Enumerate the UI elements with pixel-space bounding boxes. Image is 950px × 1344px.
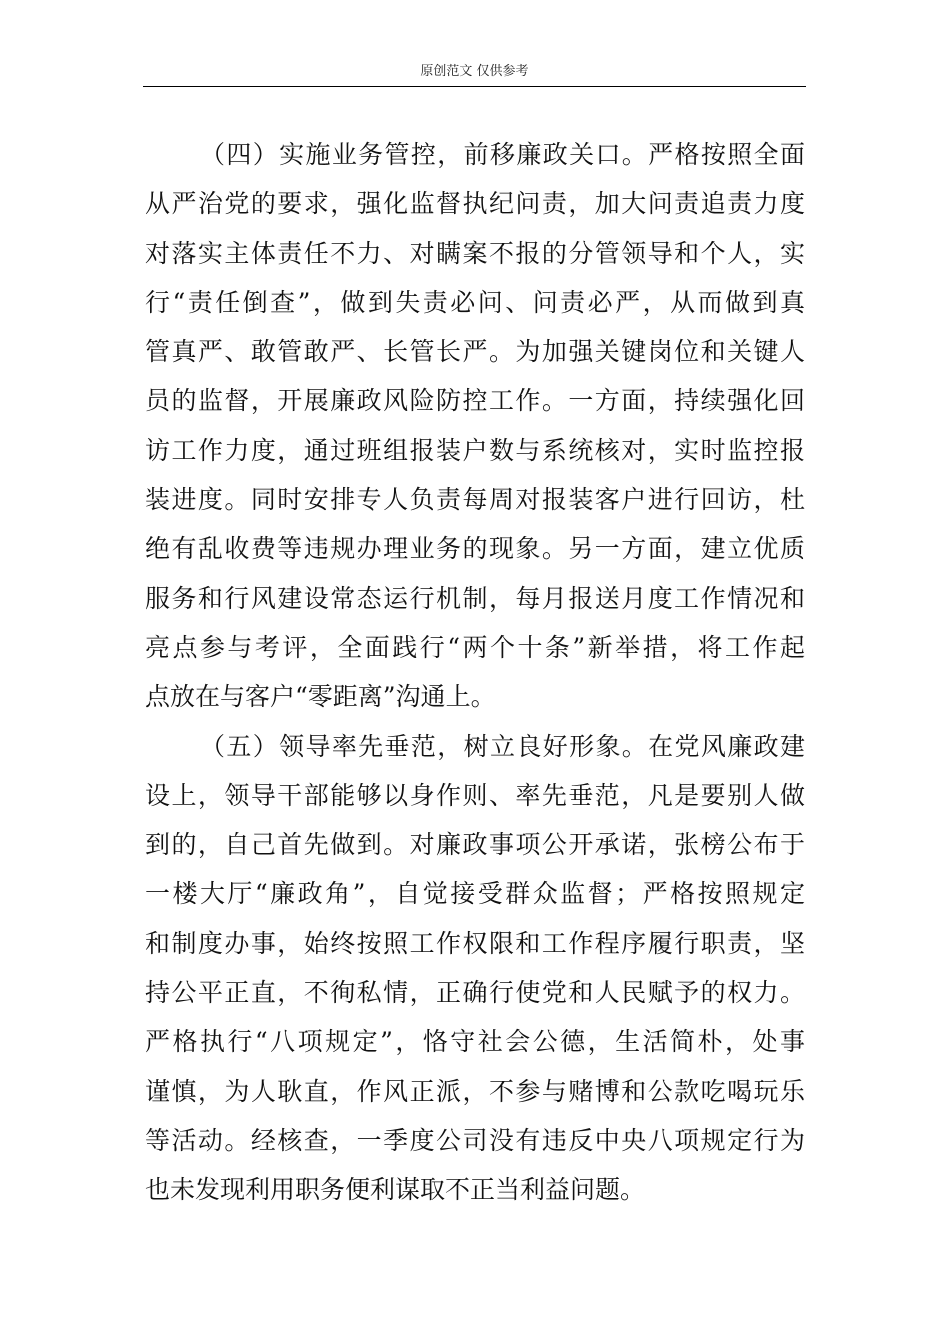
paragraph-5 bbox=[145, 722, 805, 1215]
paragraph-line: （五）领导率先垂范，树立良好形象。在党风廉政建 bbox=[200, 731, 805, 761]
paragraph-line: 点放在与客户“零距离”沟通上。 bbox=[145, 682, 496, 712]
paragraph-line: 行“责任倒查”，做到失责必问、问责必严，从而做到真 bbox=[145, 287, 805, 317]
paragraph-line: 也未发现利用职务便利谋取不正当利益问题。 bbox=[145, 1175, 646, 1205]
paragraph-line: 和制度办事，始终按照工作权限和工作程序履行职责，坚 bbox=[145, 928, 805, 958]
header-rule bbox=[143, 86, 806, 87]
paragraph-line: 从严治党的要求，强化监督执纪问责，加大问责追责力度 bbox=[145, 189, 805, 219]
paragraph-line: 一楼大厅“廉政角”，自觉接受群众监督；严格按照规定 bbox=[145, 879, 805, 909]
paragraph-line: 访工作力度，通过班组报装户数与系统核对，实时监控报 bbox=[145, 435, 805, 465]
paragraph-line: 持公平正直，不徇私情，正确行使党和人民赋予的权力。 bbox=[145, 978, 805, 1008]
page-header: 原创范文 仅供参考 bbox=[420, 64, 529, 79]
paragraph-line: 到的，自己首先做到。对廉政事项公开承诺，张榜公布于 bbox=[145, 830, 805, 860]
paragraph-line: 绝有乱收费等违规办理业务的现象。另一方面，建立优质 bbox=[145, 534, 805, 564]
document-body bbox=[145, 130, 805, 1215]
paragraph-line: （四）实施业务管控，前移廉政关口。严格按照全面 bbox=[200, 140, 805, 169]
paragraph-line: 亮点参与考评，全面践行“两个十条”新举措，将工作起 bbox=[145, 632, 805, 662]
paragraph-line: 服务和行风建设常态运行机制，每月报送月度工作情况和 bbox=[145, 583, 805, 613]
paragraph-line: 严格执行“八项规定”，恪守社会公德，生活简朴，处事 bbox=[145, 1027, 805, 1057]
paragraph-4 bbox=[145, 130, 805, 722]
paragraph-line: 对落实主体责任不力、对瞒案不报的分管领导和个人，实 bbox=[145, 238, 805, 268]
paragraph-line: 装进度。同时安排专人负责每周对报装客户进行回访，杜 bbox=[145, 485, 805, 515]
paragraph-line: 管真严、敢管敢严、长管长严。为加强关键岗位和关键人 bbox=[145, 337, 805, 367]
paragraph-line: 员的监督，开展廉政风险防控工作。一方面，持续强化回 bbox=[145, 386, 805, 416]
paragraph-line: 等活动。经核查，一季度公司没有违反中央八项规定行为 bbox=[145, 1125, 805, 1155]
paragraph-line: 设上，领导干部能够以身作则、率先垂范，凡是要别人做 bbox=[145, 780, 805, 810]
paragraph-line: 谨慎，为人耿直，作风正派，不参与赌博和公款吃喝玩乐 bbox=[145, 1076, 805, 1106]
